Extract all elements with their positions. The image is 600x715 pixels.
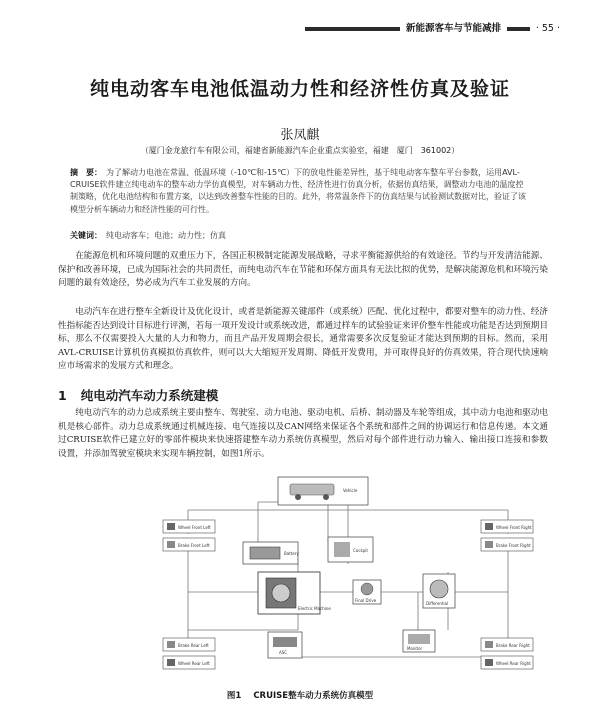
figure-number: 图1 xyxy=(226,691,242,701)
body-paragraph: 纯电动汽车的动力总成系统主要由整车、驾驶室、动力电池、驱动电机、后桥、制动器及车轮等组成，其中动力电池和驱动电机是核心部件。动力总成系统通过机械连接、电气连接以及CAN网络来保证各个系统和部件之间的协调运行和信息传递。本文通过CRUISE软件已建立好的零部件模块来快速搭建整车动力系统仿真模型，然后对每个部件进行动力输入、输出接口连接和参数设置，并添加驾驶室模块来实现车辆控制，如图1所示。 xyxy=(58,408,548,459)
cockpit-module xyxy=(328,537,373,562)
section-title: 纯电动汽车动力系统建模 xyxy=(80,388,219,403)
module-label: ASC xyxy=(279,650,288,655)
differential-module xyxy=(423,574,455,608)
module-label: Differential xyxy=(426,601,449,606)
module-label: Monitor xyxy=(407,646,423,651)
figure-caption-text: CRUISE整车动力系统仿真模型 xyxy=(253,691,374,701)
rear-right-brake-module xyxy=(481,638,533,651)
journal-name: 新能源客车与节能减排 xyxy=(400,22,507,36)
keywords-text: 纯电动客车；电池；动力性；仿真 xyxy=(106,231,226,240)
module-label: Cockpit xyxy=(353,548,368,553)
module-label: Electric Machine xyxy=(298,606,331,611)
abstract xyxy=(70,167,530,216)
module-label: Brake Rear Left xyxy=(178,643,209,648)
body-paragraph: 电动汽车在进行整车全新设计及优化设计，或者是新能源关键部件（或系统）匹配、优化过程中，都要对整车的动力性、经济性指标能否达到设计目标进行评测，若每一项开发设计或系统改进，都通过样车的试验验证来评价整车性能或功能是否达到预期目标，那么不仅需要投入大量的人力和物力，而且产品开发周期会很长，通常需要多次反复验证才能达到预期的目标。然而，采用AVL-CRUISE计算机仿真模拟仿真软件，则可以大大缩短开发周期、降低开发费用，并可取得良好的仿真效果，符合现代快速响应市场需求的发展方式和理念。 xyxy=(58,307,548,372)
connection-lines xyxy=(188,502,508,657)
front-right-wheel-module xyxy=(481,520,533,533)
running-header xyxy=(305,22,560,36)
module-label: Final Drive xyxy=(355,598,377,603)
asc-module xyxy=(268,632,302,658)
abstract-text: 为了解动力电池在常温、低温环境（-10℃和-15℃）下的放电性能差异性，基于纯电动客车整车平台参数，运用AVL-CRUISE软件建立纯电动车的整车动力学仿真模型，对车辆动力性、经济性进行仿真分析，依据仿真结果，调整动力电池的温度控制策略，优化电池结构和布置方案，以达到改善整车性能的目的。此外，将常温条件下的仿真结果与试验测试数据对比，验证了该模型分析车辆动力和经济性能的可行性。 xyxy=(70,168,526,214)
module-label: Wheel Rear Left xyxy=(178,661,210,666)
front-left-wheel-module xyxy=(163,520,215,533)
vehicle-module xyxy=(278,477,368,505)
section-number: 1 xyxy=(58,388,67,403)
cruise-model-figure xyxy=(148,472,548,687)
final-drive-module xyxy=(353,580,381,604)
keywords-label: 关键词： xyxy=(70,231,102,240)
battery-module xyxy=(243,542,299,564)
front-left-brake-module xyxy=(163,538,215,551)
module-label: Vehicle xyxy=(343,488,358,493)
cruise-model-diagram xyxy=(148,472,548,687)
rear-left-wheel-module xyxy=(163,656,215,669)
module-label: Wheel Rear Right xyxy=(496,661,531,666)
figure-caption xyxy=(0,689,600,701)
front-right-brake-module xyxy=(481,538,533,551)
rear-right-wheel-module xyxy=(481,656,533,669)
author-affiliation: （厦门金龙旅行车有限公司，福建省新能源汽车企业重点实验室，福建 厦门 361002） xyxy=(140,146,460,155)
body-paragraph: 在能源危机和环境问题的双重压力下，各国正积极制定能源发展战略，寻求平衡能源供给的有效途径。节约与开发清洁能源、保护和改善环境，已成为国际社会的共同责任，而纯电动汽车在节能和环保方面具有无法比拟的优势，是解决能源危机和环境污染问题的最有效途径，势必成为汽车工业发展的方向。 xyxy=(58,251,548,289)
keywords xyxy=(70,230,530,242)
module-label: Brake Front Left xyxy=(178,543,210,548)
electric-machine-module xyxy=(258,572,331,614)
section-heading xyxy=(58,386,218,404)
module-label: Brake Front Right xyxy=(496,543,531,548)
monitor-module xyxy=(403,630,435,652)
abstract-label: 摘 要： xyxy=(70,168,102,177)
module-label: Battery xyxy=(284,551,299,556)
module-label: Wheel Front Right xyxy=(496,525,532,530)
article-title: 纯电动客车电池低温动力性和经济性仿真及验证 xyxy=(89,78,510,100)
author-name: 张凤麒 xyxy=(280,128,320,143)
module-label: Brake Rear Right xyxy=(496,643,530,648)
page-number: · 55 · xyxy=(530,22,560,36)
module-label: Wheel Front Left xyxy=(178,525,211,530)
rear-left-brake-module xyxy=(163,638,215,651)
